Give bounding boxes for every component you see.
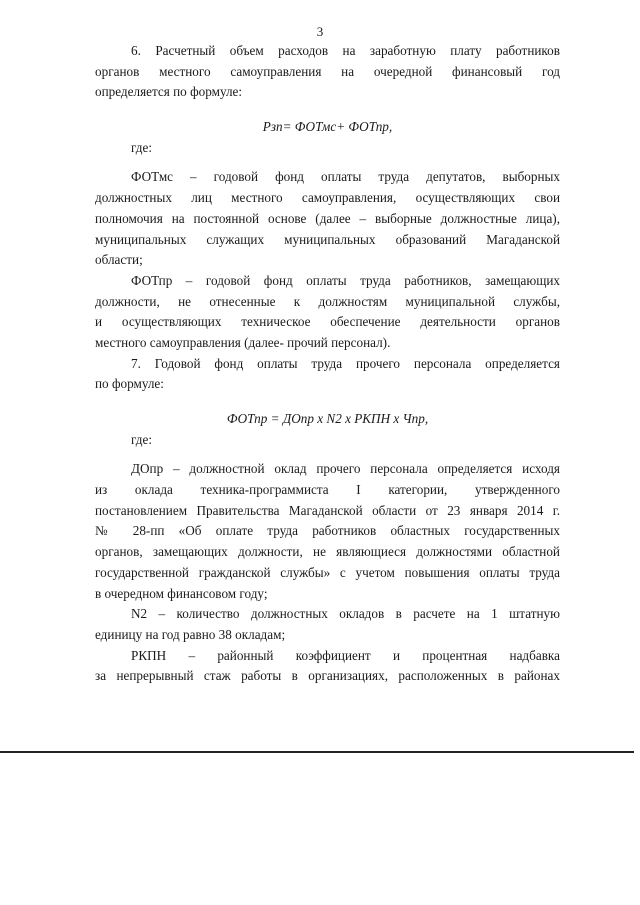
definition-n2 <box>95 604 560 645</box>
paragraph-line: должностных лиц местного самоуправления, осуществляющих свои <box>95 190 560 206</box>
document-body <box>95 41 560 687</box>
paragraph-line: № 28-пп «Об оплате труда работников областных государственных <box>95 523 560 539</box>
paragraph-item-6 <box>95 41 560 103</box>
paragraph-line: из оклада техника-программиста I категории, утвержденного <box>95 482 560 498</box>
paragraph-line: ДОпр – должностной оклад прочего персонала определяется исходя <box>131 461 560 477</box>
footer-divider <box>0 751 634 753</box>
paragraph-line: РКПН – районный коэффициент и процентная надбавка <box>131 647 560 663</box>
paragraph-line: N2 – количество должностных окладов в расчете на 1 штатную <box>131 606 560 622</box>
paragraph-line: государственной гражданской службы» с учетом повышения оплаты труда <box>95 564 560 580</box>
paragraph-line: ФОТпр – годовой фонд оплаты труда работников, замещающих <box>131 272 560 288</box>
formula-total-expenses: Рзп= ФОТмс+ ФОТпр, <box>262 119 393 135</box>
paragraph-line: органов местного самоуправления на очередной финансовый год <box>95 63 560 79</box>
paragraph-line: ФОТмс – годовой фонд оплаты труда депутатов, выборных <box>131 169 560 185</box>
paragraph-line: по формуле: <box>95 376 164 392</box>
paragraph-line: в очередном финансовом году; <box>95 585 268 601</box>
definition-rkpn <box>95 646 560 687</box>
page-number: 3 <box>316 24 324 39</box>
paragraph-item-7 <box>95 354 560 395</box>
paragraph-line: муниципальных служащих муниципальных образований Магаданской <box>95 231 560 247</box>
formula-other-staff-fund: ФОТпр = ДОпр х N2 х РКПН х Чпр, <box>226 411 429 426</box>
definition-fotms <box>95 167 560 270</box>
paragraph-line: 6. Расчетный объем расходов на заработную плату работников <box>131 43 560 58</box>
definition-dopr <box>95 459 560 604</box>
paragraph-line: и осуществляющих техническое обеспечение деятельности органов <box>95 314 560 330</box>
paragraph-line: органов, замещающих должности, не являющиеся должностями областной <box>95 544 560 560</box>
where-label: где: <box>131 431 152 447</box>
where-label: где: <box>131 139 152 155</box>
paragraph-line: постановлением Правительства Магаданской области от 23 января 2014 г. <box>95 502 560 518</box>
paragraph-line: области; <box>95 252 143 268</box>
definition-fotpr <box>95 271 560 354</box>
paragraph-line: местного самоуправления (далее- прочий персонал). <box>95 334 391 350</box>
paragraph-line: 7. Годовой фонд оплаты труда прочего персонала определяется <box>131 355 560 371</box>
paragraph-line: полномочия на постоянной основе (далее – выборные должностные лица), <box>95 210 560 226</box>
paragraph-line: должности, не отнесенные к должностям муниципальной службы, <box>95 293 560 309</box>
paragraph-line: за непрерывный стаж работы в организациях, расположенных в районах <box>95 668 560 684</box>
paragraph-line: определяется по формуле: <box>95 84 243 100</box>
paragraph-line: единицу на год равно 38 окладам; <box>95 626 286 642</box>
